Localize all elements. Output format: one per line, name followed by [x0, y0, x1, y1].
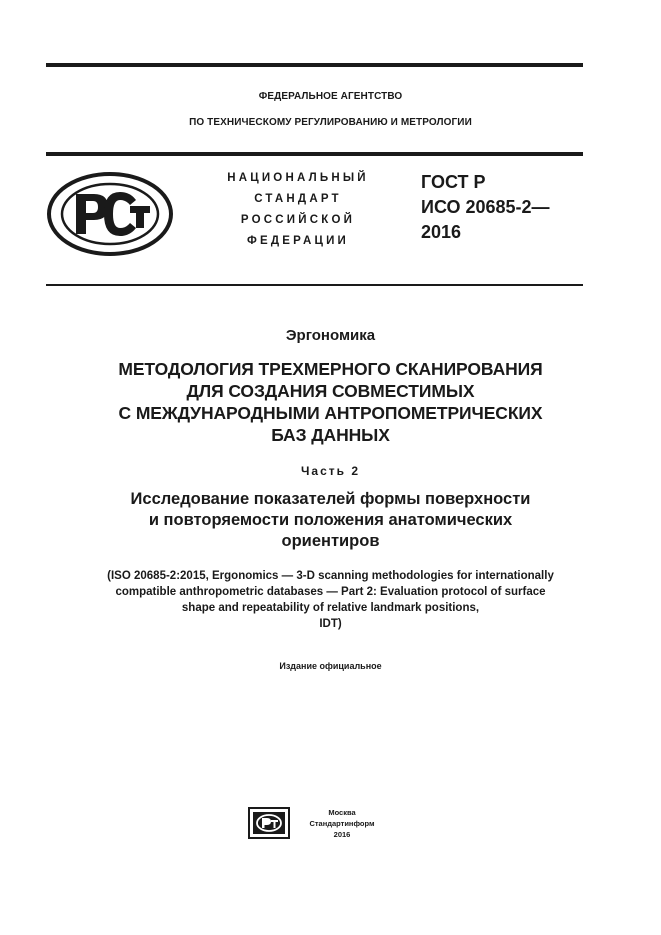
title-line-1: МЕТОДОЛОГИЯ ТРЕХМЕРНОГО СКАНИРОВАНИЯ — [118, 359, 543, 379]
designation-line-2: ИСО 20685-2— — [421, 197, 550, 217]
title-line-3: С МЕЖДУНАРОДНЫМИ АНТРОПОМЕТРИЧЕСКИХ — [118, 403, 543, 423]
document-subtitle — [0, 489, 661, 552]
agency-rule — [46, 152, 583, 156]
national-line-4: ФЕДЕРАЦИИ — [246, 235, 350, 247]
part-label: Часть 2 — [300, 464, 361, 478]
standard-rule — [46, 284, 583, 286]
national-line-2: СТАНДАРТ — [254, 193, 342, 205]
edition-label: Издание официальное — [279, 661, 382, 671]
standartinform-logo-icon — [248, 807, 290, 839]
iso-line-1: (ISO 20685-2:2015, Ergonomics — 3-D scanning methodologies for internationally — [107, 570, 554, 582]
gost-designation — [421, 170, 550, 245]
publisher-block — [294, 807, 390, 840]
subtitle-line-1: Исследование показателей формы поверхности — [130, 490, 531, 508]
publisher-name: Стандартинформ — [309, 819, 375, 828]
rst-logo-icon — [46, 170, 176, 260]
subtitle-line-2: и повторяемости положения анатомических — [148, 511, 513, 529]
iso-line-2: compatible anthropometric databases — Part 2: Evaluation protocol of surface — [115, 586, 546, 598]
national-standard-label — [200, 172, 396, 256]
top-rule — [46, 63, 583, 67]
iso-line-4: IDT) — [319, 618, 342, 630]
national-line-3: РОССИЙСКОЙ — [240, 214, 356, 226]
subtitle-line-3: ориентиров — [281, 532, 380, 550]
title-line-2: ДЛЯ СОЗДАНИЯ СОВМЕСТИМЫХ — [186, 381, 475, 401]
publisher-year: 2016 — [333, 830, 351, 839]
designation-line-3: 2016 — [421, 222, 462, 242]
agency-line-2: ПО ТЕХНИЧЕСКОМУ РЕГУЛИРОВАНИЮ И МЕТРОЛОГИИ — [189, 117, 472, 128]
publisher-city: Москва — [328, 808, 356, 817]
title-line-4: БАЗ ДАННЫХ — [271, 425, 390, 445]
iso-line-3: shape and repeatability of relative landmark positions, — [181, 602, 480, 614]
designation-line-1: ГОСТ Р — [421, 172, 486, 192]
topic-heading: Эргономика — [285, 327, 376, 344]
iso-reference — [0, 568, 661, 632]
document-title — [0, 358, 661, 446]
agency-line-1: ФЕДЕРАЛЬНОЕ АГЕНТСТВО — [258, 91, 403, 102]
national-line-1: НАЦИОНАЛЬНЫЙ — [227, 172, 369, 184]
